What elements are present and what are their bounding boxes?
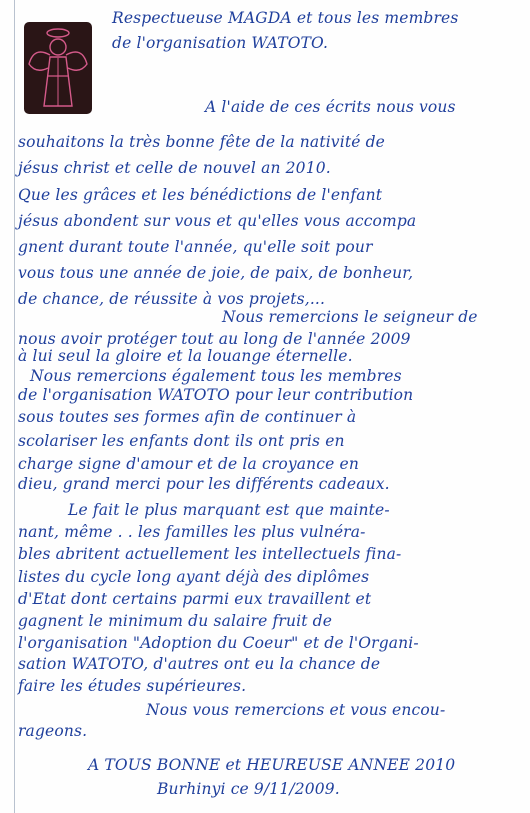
letter-line-9: vous tous une année de joie, de paix, de bonheur, bbox=[18, 264, 414, 282]
letter-closing-greeting: A TOUS BONNE et HEUREUSE ANNEE 2010 bbox=[88, 756, 456, 774]
letter-line-30: rageons. bbox=[18, 722, 88, 740]
letter-line-20: Le fait le plus marquant est que mainte- bbox=[68, 501, 390, 519]
letter-line-12: nous avoir protéger tout au long de l'année 2009 bbox=[18, 330, 411, 348]
letter-line-29: Nous vous remercions et vous encou- bbox=[146, 701, 446, 719]
letter-line-22: bles abritent actuellement les intellectuels fina- bbox=[18, 545, 402, 563]
letter-line-1: Respectueuse MAGDA et tous les membres bbox=[112, 9, 459, 27]
letter-line-3: A l'aide de ces écrits nous vous bbox=[205, 98, 456, 116]
letter-line-19: dieu, grand merci pour les différents cadeaux. bbox=[18, 475, 390, 493]
letter-line-25: gagnent le minimum du salaire fruit de bbox=[18, 612, 333, 630]
margin-line bbox=[14, 0, 15, 813]
angel-logo-icon bbox=[24, 22, 92, 114]
letter-line-21: nant, même . . les familles les plus vulnéra- bbox=[18, 523, 366, 541]
letter-line-24: d'Etat dont certains parmi eux travaillent et bbox=[18, 590, 372, 608]
letter-line-17: scolariser les enfants dont ils ont pris en bbox=[18, 432, 345, 450]
letter-line-16: sous toutes ses formes afin de continuer à bbox=[18, 408, 357, 426]
letter-line-23: listes du cycle long ayant déjà des diplômes bbox=[18, 568, 370, 586]
letter-line-11: Nous remercions le seigneur de bbox=[222, 308, 478, 326]
letter-line-10: de chance, de réussite à vos projets,... bbox=[18, 290, 326, 308]
letter-line-4: souhaitons la très bonne fête de la nativité de bbox=[18, 133, 385, 151]
letter-line-8: gnent durant toute l'année, qu'elle soit pour bbox=[18, 238, 373, 256]
letter-line-28: faire les études supérieures. bbox=[18, 677, 247, 695]
letter-line-13: à lui seul la gloire et la louange éternelle. bbox=[18, 347, 353, 365]
letter-line-26: l'organisation "Adoption du Coeur" et de l'Organi- bbox=[18, 634, 419, 652]
letter-line-6: Que les grâces et les bénédictions de l'enfant bbox=[18, 186, 383, 204]
letter-line-18: charge signe d'amour et de la croyance en bbox=[18, 455, 359, 473]
letter-line-2: de l'organisation WATOTO. bbox=[112, 34, 329, 52]
letter-place-date: Burhinyi ce 9/11/2009. bbox=[157, 780, 340, 798]
letter-line-27: sation WATOTO, d'autres ont eu la chance de bbox=[18, 655, 381, 673]
letter-line-14: Nous remercions également tous les membres bbox=[30, 367, 402, 385]
letter-line-15: de l'organisation WATOTO pour leur contribution bbox=[18, 386, 414, 404]
letter-line-7: jésus abondent sur vous et qu'elles vous accompa bbox=[18, 212, 417, 230]
letter-line-5: jésus christ et celle de nouvel an 2010. bbox=[18, 159, 331, 177]
